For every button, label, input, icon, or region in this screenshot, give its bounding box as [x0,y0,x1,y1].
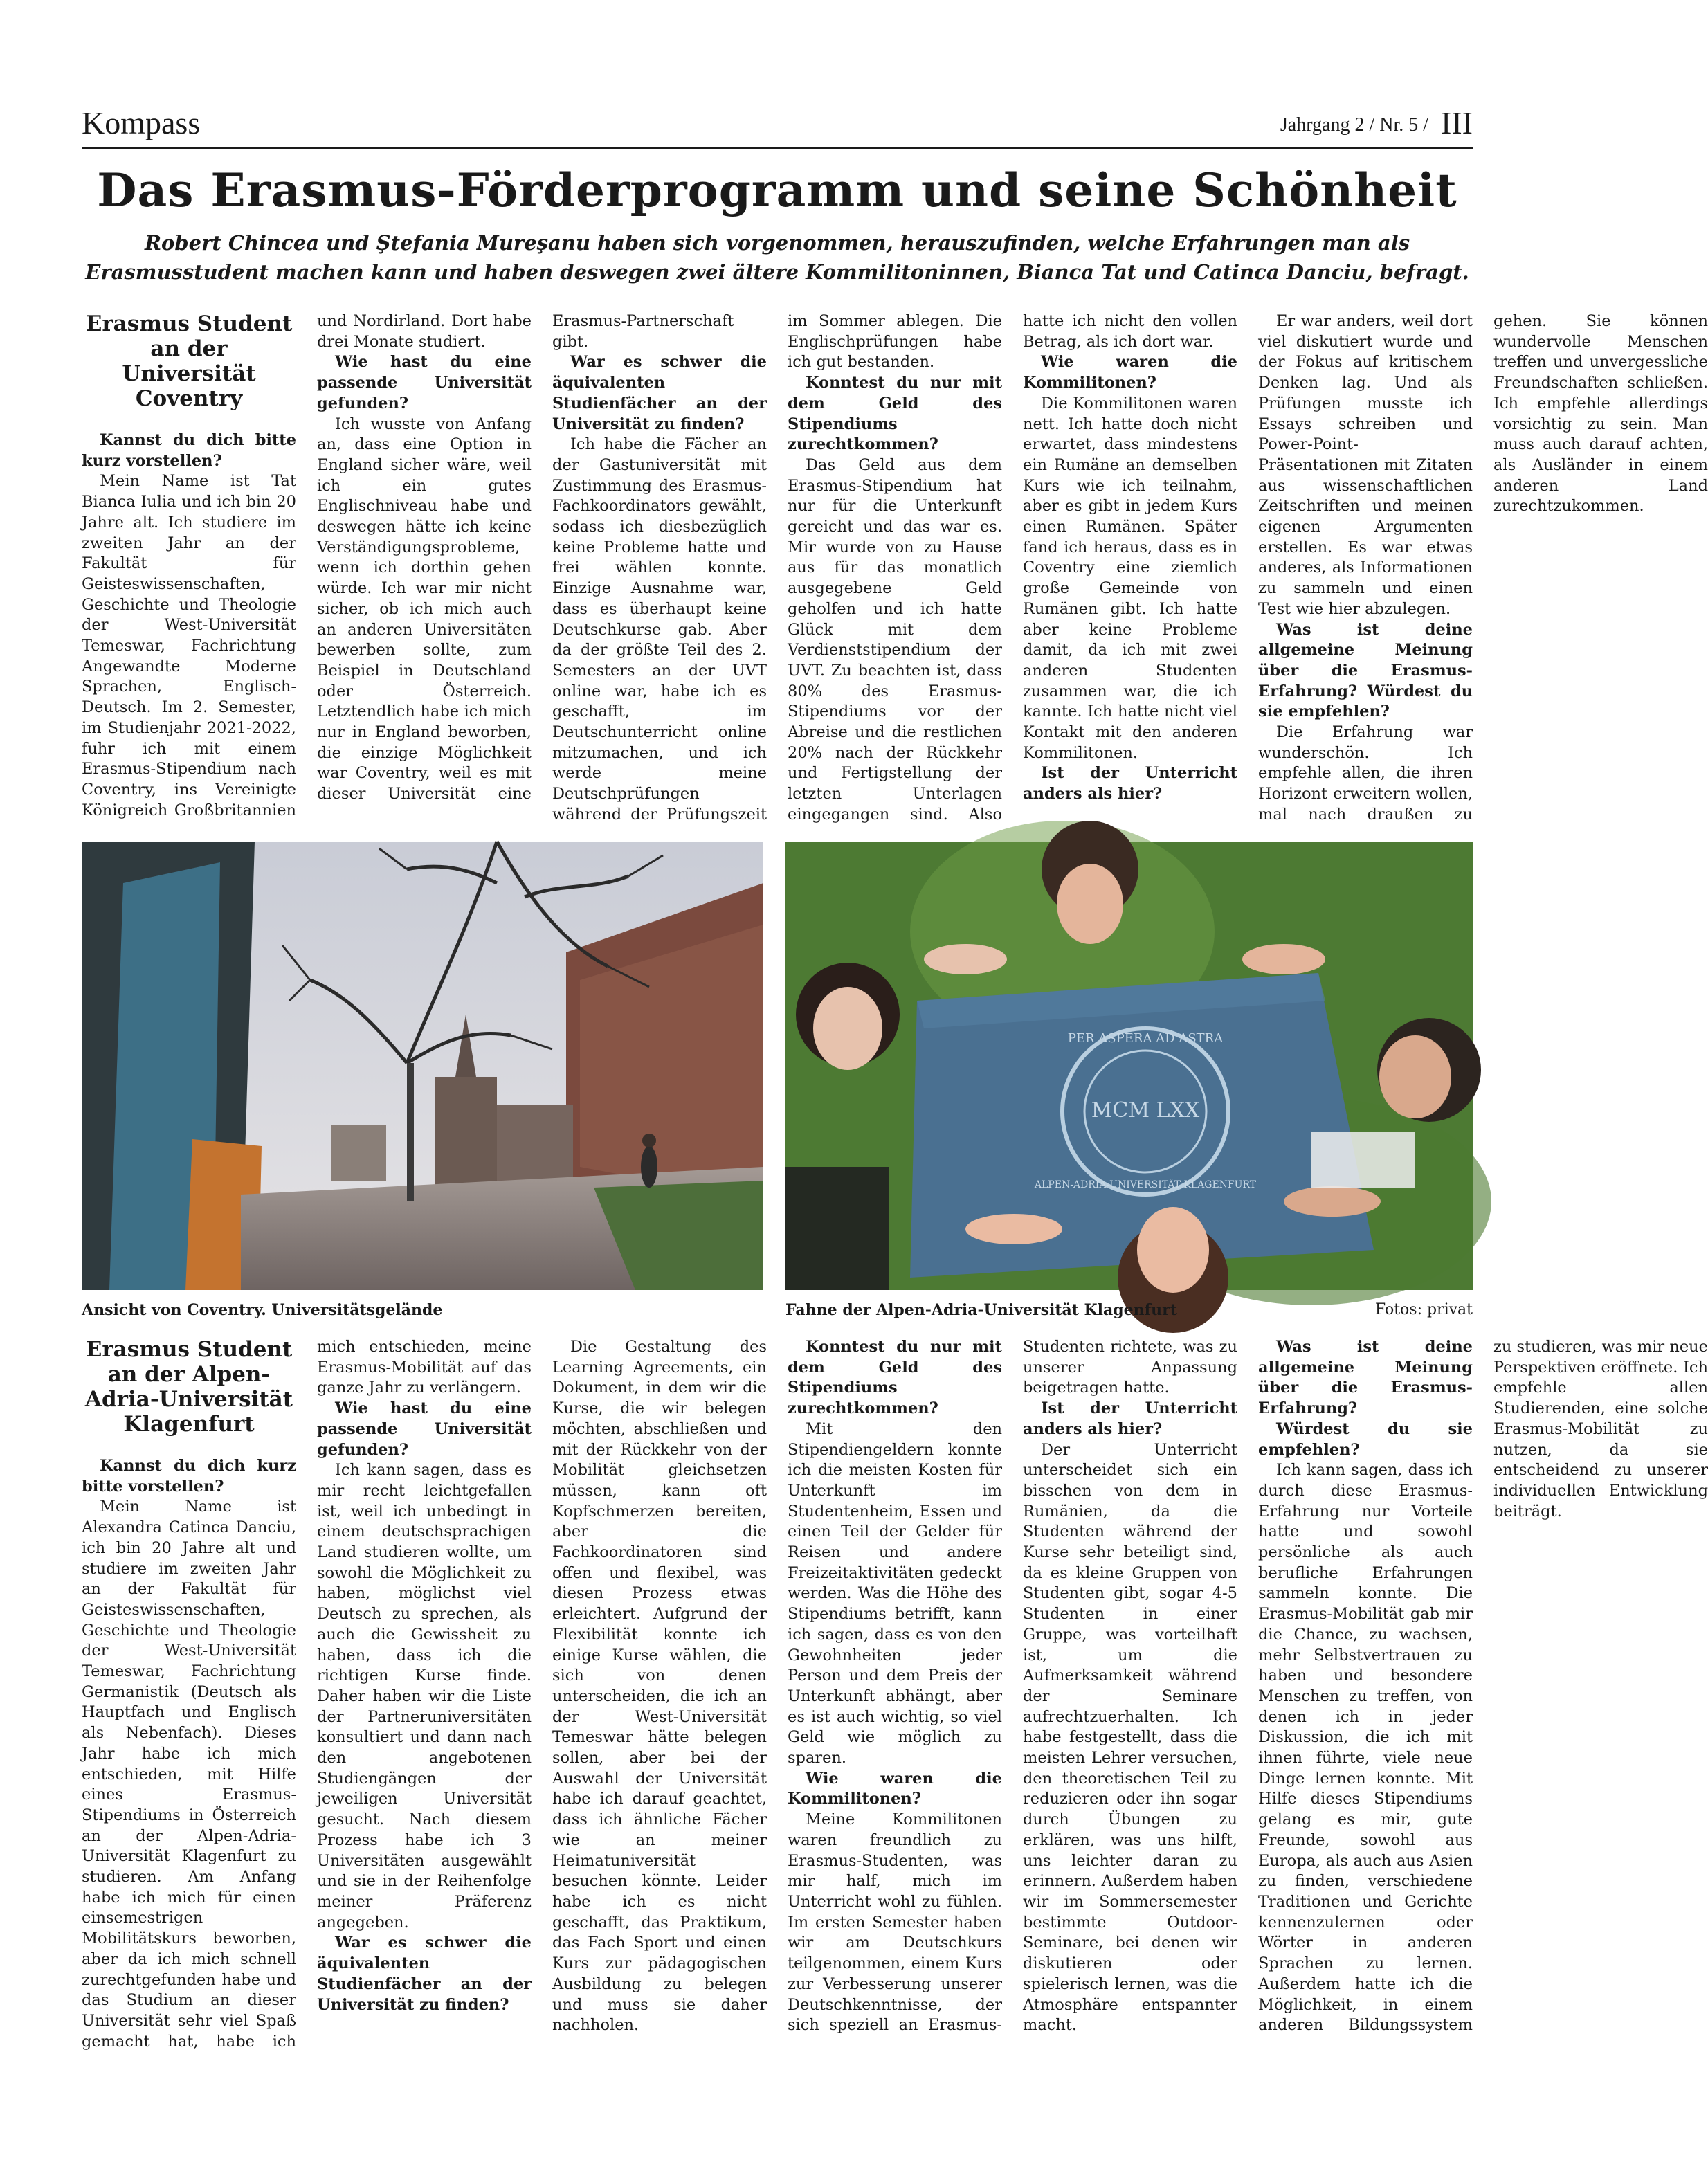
question: War es schwer die äquivalenten Studienfächer an der Universität zu finden? [552,353,767,433]
answer: Er war anders, weil dort viel diskutiert wurde und der Fokus auf kritischem Denken lag. Und als Prüfungen musste ich Essays schreiben und Power-Point-Präsentationen mit Zitaten aus wissenschaftlichen Zeitschriften und meinen eigenen Argumenten erstellen. Es war etwas anderes, als Informationen zu sammeln und einen Test wie hier abzulegen. [1258,312,1473,618]
question: Ist der Unterricht anders als hier? [1023,764,1237,803]
question: Wie hast du eine passende Universität gefunden? [317,353,532,412]
flag-photo [785,842,1473,1290]
lead-paragraph: Robert Chincea und Ştefania Mureşanu haben sich vorgenommen, herauszufinden, welche Erfahrungen man als Erasmusstudent machen kann und haben deswegen zwei ältere Kommilitoninnen, Bianca Tat und Catinca Danciu, befragt. [85,231,1469,284]
masthead-rule [82,147,1473,149]
question: Konntest du nur mit dem Geld des Stipendiums zurechtkommen? [788,1338,1002,1418]
section-title-klagenfurt: Erasmus Student an der Alpen-Adria-Universität Klagenfurt [84,1337,293,1437]
article-columns-top [82,311,1708,832]
photo-caption-coventry: Ansicht von Coventry. Universitätsgelände [82,1301,443,1319]
answer: Ich kann sagen, dass es mir recht leichtgefallen ist, weil ich unbedingt in einem deutschsprachigen Land studieren wollte, um sowohl die Möglichkeit zu haben, möglichst viel Deutsch zu sprechen, als auch die Gewissheit zu haben, dass ich die richtigen Kurse finde. Daher haben wir die Liste der Partneruniversitäten konsultiert und dann nach den angebotenen Studiengängen der jeweiligen Universität gesucht. Nach diesem Prozess habe ich 3 Universitäten ausgewählt und sie in der Reihenfolge meiner Präferenz angegeben. [317,1461,532,1932]
answer: Das Geld aus dem Erasmus-Stipendium hat nur für die Unterkunft gereicht und das war es. Mir wurde von zu Hause aus für das monatlich ausgegebene Geld geholfen und ich hatte Glück mit dem Verdienststipendium der UVT. Zu beachten ist, dass 80% des Erasmus-Stipendiums vor der Abreise und die restlichen 20% nach der Rückkehr und Fertigstellung der letzten Unterlagen eingegangen sind. Also hatte ich nicht den vollen Betrag, als ich dort war. [788,312,1237,824]
flag-university: ALPEN-ADRIA-UNIVERSITÄT KLAGENFURT [1034,1179,1257,1190]
answer: Ich kann sagen, dass ich durch diese Erasmus-Erfahrung nur Vorteile hatte und sowohl persönliche als auch berufliche Erfahrungen sammeln konnte. Die Erasmus-Mobilität gab mir die Chance, zu wachsen, mehr Selbstvertrauen zu haben und besondere Menschen zu treffen, von denen ich in jeder Diskussion, die ich mit ihnen führte, viele neue Dinge lernen konnte. Mit Hilfe dieses Stipendiums gelang es mir, gute Freunde, sowohl aus Europa, als auch aus Asien zu finden, verschiedene Traditionen und Gerichte kennenzulernen oder Wörter in anderen Sprachen zu lernen. Außerdem hatte ich die Möglichkeit, in einem anderen Bildungssystem zu studieren, was mir neue Perspektiven eröffnete. Ich empfehle allen Studierenden, eine solche Erasmus-Mobilität zu nutzen, da sie entscheidend zu unserer individuellen Entwicklung beiträgt. [1258,1338,1708,2035]
answer: Die Kommilitonen waren nett. Ich hatte doch nicht erwartet, dass mindestens ein Rumäne an demselben Kurs wie ich teilnahm, aber es gibt in jedem Kurs einen Rumänen. Später fand ich heraus, dass es in Coventry eine ziemlich große Gemeinde von Rumänen gibt. Ich hatte aber keine Probleme damit, da ich mit zwei anderen Studenten zusammen war, die ich kannte. Ich hatte nicht viel Kontakt mit den anderen Kommilitonen. [1023,394,1237,762]
question: Kannst du dich bitte kurz vorstellen? [82,431,296,470]
question: Konntest du nur mit dem Geld des Stipendiums zurechtkommen? [788,374,1002,454]
article-columns-bottom [82,1337,1708,2053]
flag-year: MCM LXX [1091,1098,1200,1123]
photo-caption-flag: Fahne der Alpen-Adria-Universität Klagenfurt [785,1301,1177,1319]
answer: Meine Kommilitonen waren freundlich zu Erasmus-Studenten, was mir half, mich im Unterricht wohl zu fühlen. Im ersten Semester haben wir am Deutschkurs teilgenommen, einem Kurs zur Verbesserung unserer Deutschkenntnisse, der sich speziell an Erasmus-Studenten richtete, was zu unserer Anpassung beigetragen hatte. [788,1338,1237,2035]
answer: Der Unterricht unterscheidet sich ein bisschen von dem in Rumänien, da die Studenten während der Kurse sehr beteiligt sind, da es kleine Gruppen von Studenten gibt, sogar 4-5 Studenten in einer Gruppe, was vorteilhaft ist, um die Aufmerksamkeit während der Seminare aufrechtzuerhalten. Ich habe festgestellt, dass die meisten Lehrer versuchen, den theoretischen Teil zu reduzieren oder ihn sogar durch Übungen zu erklären, was uns hilft, uns leichter daran zu erinnern. Außerdem haben wir im Sommersemester bestimmte Outdoor-Seminare, bei denen wir diskutieren oder spielerisch lernen, was die Atmosphäre entspannter macht. [1023,1440,1237,2035]
coventry-photo [82,842,763,1290]
answer: Die Gestaltung des Learning Agreements, ein Dokument, in dem wir die Kurse, die wir belegen möchten, abschließen und mit der Rückkehr von der Mobilität gleichsetzen müssen, kann oft Kopfschmerzen bereiten, aber die Fachkoordinatoren sind offen und flexibel, was diesen Prozess etwas erleichtert. Aufgrund der Flexibilität konnte ich einige Kurse wählen, die sich von denen unterscheiden, die ich an der West-Universität Temeswar hätte belegen sollen, aber bei der Auswahl der Universität habe ich darauf geachtet, dass ich ähnliche Fächer wie an meiner Heimatuniversität besuchen könnte. Leider habe ich es nicht geschafft, das Praktikum, das Fach Sport und einen Kurs zur pädagogischen Ausbildung zu belegen und muss sie daher nachholen. [552,1338,767,2035]
photo-credit: Fotos: privat [1374,1301,1473,1318]
question: Wie waren die Kommilitonen? [1023,353,1237,392]
flag-motto: PER ASPERA AD ASTRA [1067,1031,1224,1046]
page-number: III [1441,105,1473,140]
question: Wie hast du eine passende Universität gefunden? [317,1399,532,1459]
question: War es schwer die äquivalenten Studienfächer an der Universität zu finden? [317,1934,532,2014]
answer: Mein Name ist Alexandra Catinca Danciu, ich bin 20 Jahre alt und studiere im zweiten Jahr an der Fakultät für Geisteswissenschaften, Geschichte und Theologie der West-Universität Temeswar, Fachrichtung Germanistik (Deutsch als Hauptfach und Englisch als Nebenfach). Dieses Jahr habe ich mich entschieden, mit Hilfe eines Erasmus-Stipendiums in Österreich an der Alpen-Adria-Universität Klagenfurt zu studieren. Am Anfang habe ich mich für einen einsemestrigen Mobilitätskurs beworben, aber da ich mich schnell zurechtgefunden habe und das Studium an dieser Universität sehr viel Spaß gemacht hat, habe ich mich entschieden, meine Erasmus-Mobilität auf das ganze Jahr zu verlängern. [82,1338,532,2051]
headline: Das Erasmus-Förderprogramm und seine Schönheit [97,163,1457,217]
question: Würdest du sie empfehlen? [1258,1419,1473,1459]
question: Kannst du dich kurz bitte vorstellen? [82,1457,296,1496]
answer: Mein Name ist Tat Bianca Iulia und ich bin 20 Jahre alt. Ich studiere im zweiten Jahr an der Fakultät für Geisteswissenschaften, Geschichte und Theologie der West-Universität Temeswar, Fachrichtung Angewandte Moderne Sprachen, Englisch-Deutsch. Im 2. Semester, im Studienjahr 2021-2022, fuhr ich mit einem Erasmus-Stipendium nach Coventry, ins Vereinigte Königreich Großbritannien und Nordirland. Dort habe drei Monate studiert. [82,312,532,819]
section-name: Kompass [82,105,201,140]
answer: Ich habe die Fächer an der Gastuniversität mit Zustimmung des Erasmus-Fachkoordinators gewählt, sodass ich diesbezüglich keine Probleme hatte und frei wählen konnte. Einzige Ausnahme war, dass es überhaupt keine Deutschkurse gab. Aber da der größte Teil des 2. Semesters an der UVT online war, habe ich es geschafft, im Deutschunterricht online mitzumachen, und ich werde meine Deutschprüfungen während der Prüfungszeit im Sommer ablegen. Die Englischprüfungen habe ich gut bestanden. [552,312,1002,824]
answer: Ich wusste von Anfang an, dass eine Option in England sicher wäre, weil ich ein gutes Englischniveau habe und deswegen hätte ich keine Verständigungsprobleme, wenn ich dorthin gehen würde. Ich war mir nicht sicher, ob ich mich auch an anderen Universitäten bewerben sollte, zum Beispiel in Deutschland oder Österreich. Letztendlich habe ich mich nur in England beworben, die einzige Möglichkeit war Coventry, weil es mit dieser Universität eine Erasmus-Partnerschaft gibt. [317,312,734,803]
question: Ist der Unterricht anders als hier? [1023,1399,1237,1438]
issue-info [1280,105,1473,141]
answer: Die Erfahrung war wunderschön. Ich empfehle allen, die ihren Horizont erweitern wollen, mal nach draußen zu gehen. Sie können wundervolle Menschen treffen und unvergessliche Freundschaften schließen. Ich empfehle allerdings vorsichtig zu sein. Man muss auch darauf achten, als Ausländer in einem anderen Land zurechtzukommen. [1258,312,1708,824]
masthead [82,104,1473,145]
question: Was ist deine allgemeine Meinung über die Erasmus-Erfahrung? [1258,1338,1473,1418]
answer: Mit den Stipendiengeldern konnte ich die meisten Kosten für Unterkunft im Studentenheim, Essen und einen Teil der Gelder für Reisen und andere Freizeitaktivitäten gedeckt werden. Was die Höhe des Stipendiums betrifft, kann ich sagen, dass es von den Gewohnheiten jeder Person und dem Preis der Unterkunft abhängt, aber es ist auch wichtig, so viel Geld wie möglich zu sparen. [788,1419,1002,1768]
question: Was ist deine allgemeine Meinung über die Erasmus-Erfahrung? Würdest du sie empfehlen? [1258,620,1473,721]
section-title-coventry: Erasmus Student an der Universität Coventry [85,311,293,411]
issue-number: Jahrgang 2 / Nr. 5 / [1280,114,1429,136]
question: Wie waren die Kommilitonen? [788,1769,1002,1808]
